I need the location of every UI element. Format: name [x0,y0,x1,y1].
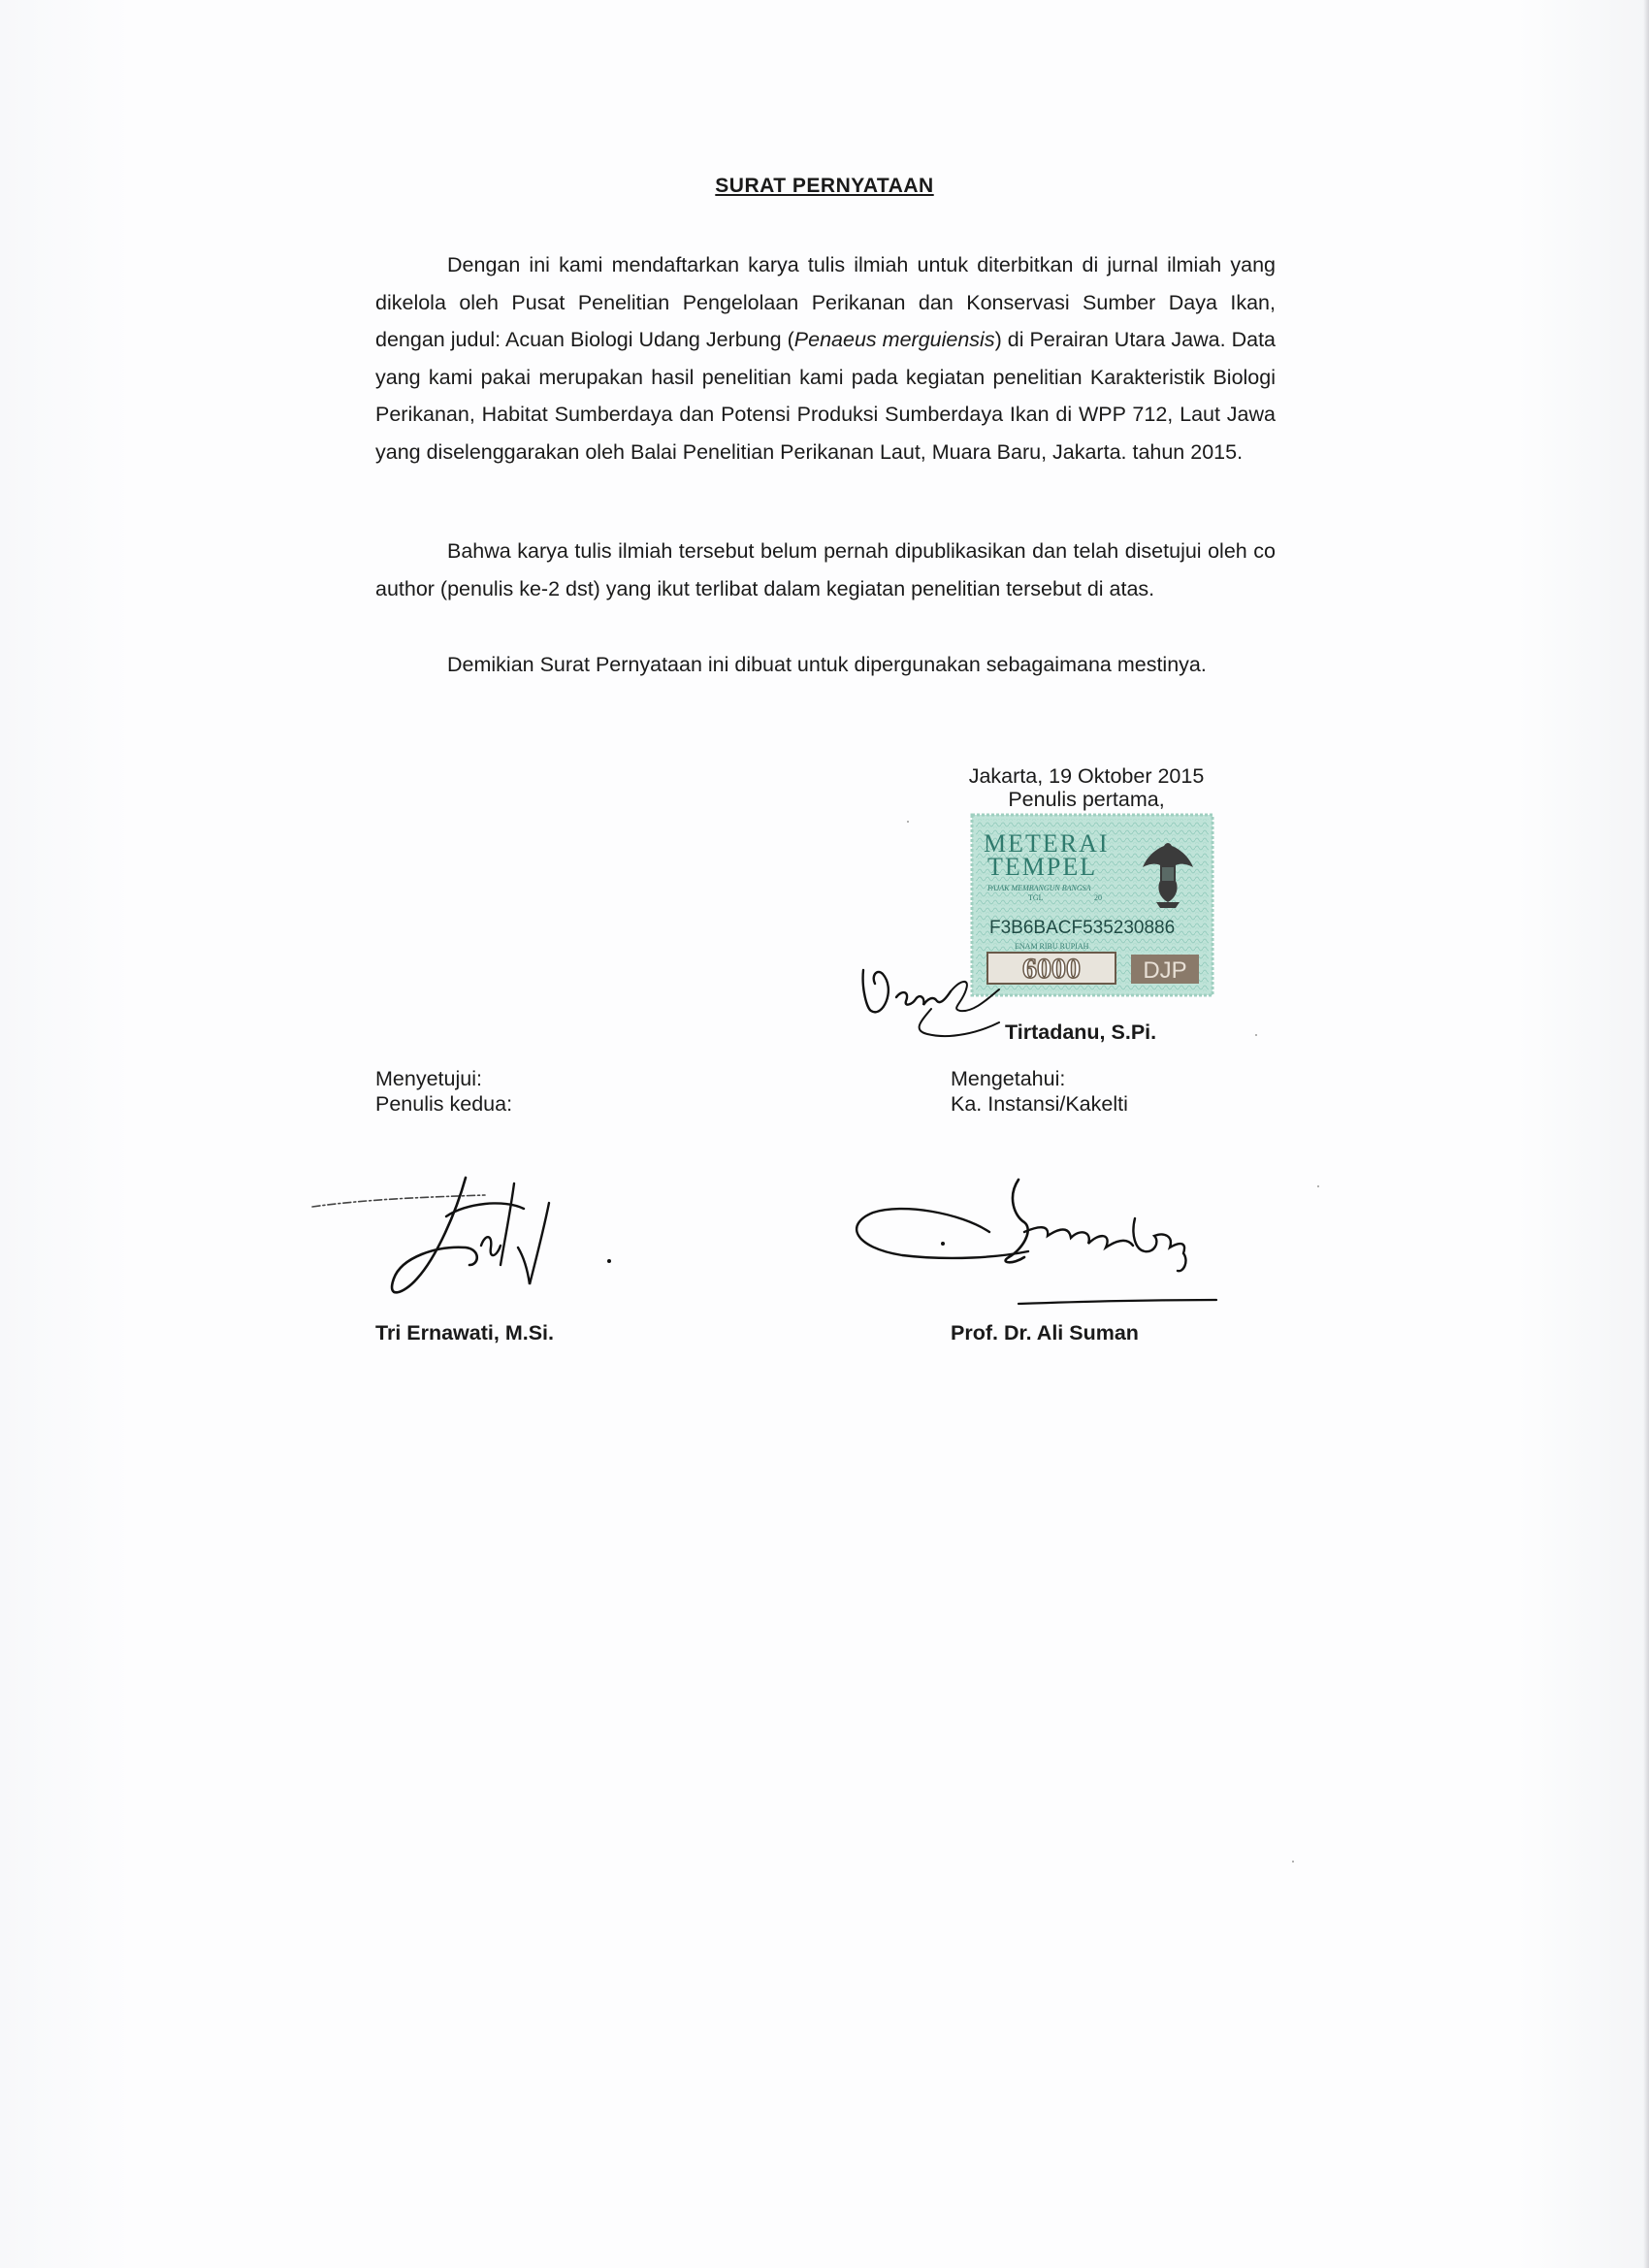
paragraph-registration-text-1: Dengan ini kami mendaftarkan karya tulis ilmiah untuk diterbitkan di jurnal ilmiah yang dikelola oleh Pusat Penelitian Pengelolaan Perikanan dan Konservasi Sumber Daya Ikan, dengan judul: Acuan Biologi Udang Jerbung ( [375,253,1276,351]
scan-edge-shadow [1643,0,1649,2268]
stamp-issuer: DJP [1143,957,1187,984]
scan-speck [1317,1185,1319,1187]
scan-speck [907,821,909,823]
head-role: Ka. Instansi/Kakelti [951,1092,1128,1116]
first-author-name: Tirtadanu, S.Pi. [1005,1021,1157,1044]
second-author-role: Penulis kedua: [375,1092,513,1116]
document-title: SURAT PERNYATAAN [715,175,934,197]
place-date: Jakarta, 19 Oktober 2015 [968,764,1205,788]
paragraph-declaration [375,533,1276,607]
second-author-signature [310,1164,640,1319]
stamp-serial: F3B6BACF535230886 [989,918,1176,938]
acknowledge-label: Mengetahui: [951,1067,1066,1090]
paragraph-registration [375,246,1276,470]
scan-speck [1255,1034,1257,1036]
scan-speck [1292,1861,1294,1863]
stamp-value-words: ENAM RIBU RUPIAH [1015,942,1089,951]
paragraph-registration-text-2: ) di Perairan Utara Jawa. Data yang kami pakai merupakan hasil penelitian kami pada kegiatan penelitian Karakteristik Biologi Perikanan, Habitat Sumberdaya dan Potensi Produksi Sumberdaya Ikan di WPP 712, Laut Jawa yang diselenggarakan oleh Balai Penelitian Perikanan Laut, Muara Baru, Jakarta. tahun 2015. [375,328,1276,464]
approval-label: Menyetujui: [375,1067,482,1090]
paragraph-closing [375,646,1276,684]
stamp-tgl: TGL [1028,893,1044,902]
paragraph-closing-text: Demikian Surat Pernyataan ini dibuat untuk dipergunakan sebagaimana mestinya. [447,653,1207,676]
stamp-line2: TEMPEL [987,853,1098,881]
paragraph-declaration-text: Bahwa karya tulis ilmiah tersebut belum pernah dipublikasikan dan telah disetujui oleh co author (penulis ke-2 dst) yang ikut terlibat dalam kegiatan penelitian tersebut di atas. [375,539,1276,600]
head-name: Prof. Dr. Ali Suman [951,1321,1139,1345]
first-author-role: Penulis pertama, [1008,788,1165,811]
species-name: Penaeus merguiensis [793,328,995,351]
stamp-year: 20 [1094,893,1102,902]
stamp-value: 6000 [1022,953,1081,985]
stamp-line1: METERAI [984,829,1110,858]
stamp-tagline: PAJAK MEMBANGUN BANGSA [987,884,1091,892]
head-signature [844,1164,1232,1319]
second-author-name: Tri Ernawati, M.Si. [375,1321,554,1345]
